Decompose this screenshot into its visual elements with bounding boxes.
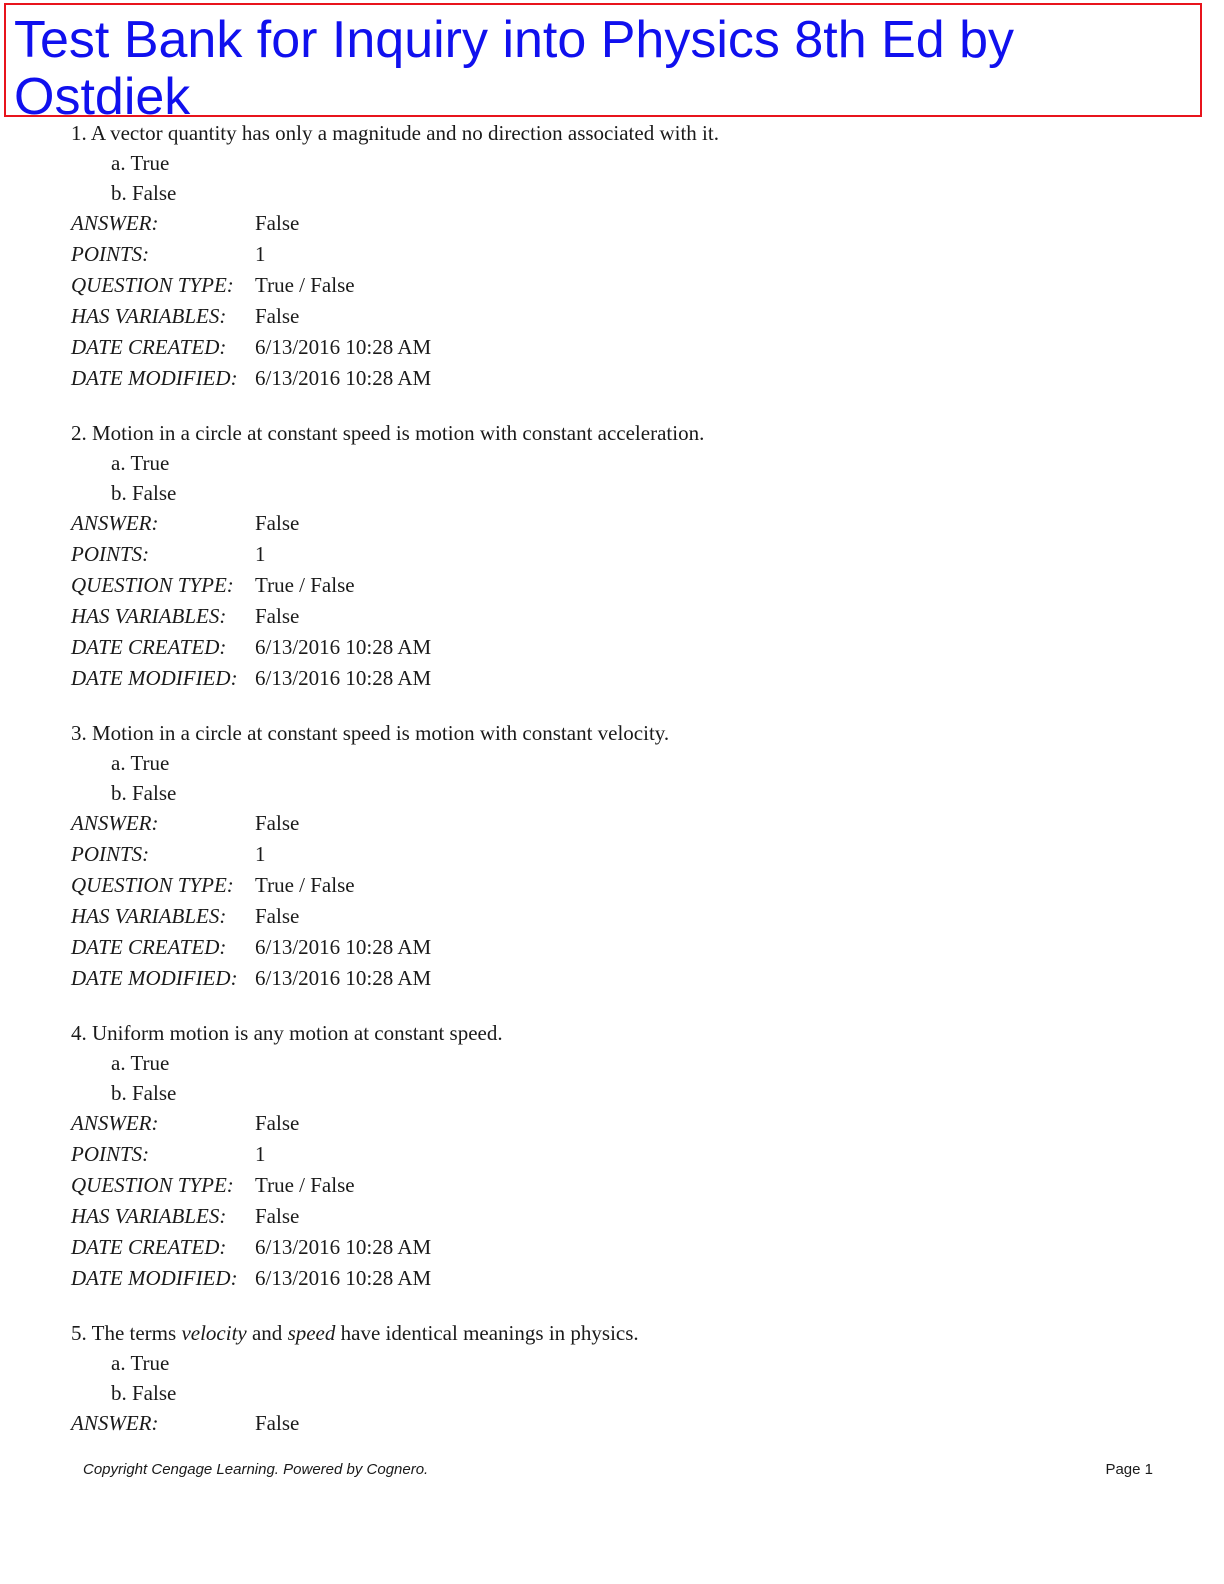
meta-value: 1	[255, 1142, 266, 1166]
option-a: a. True	[111, 451, 170, 475]
question-stem: Motion in a circle at constant speed is motion with constant acceleration.	[92, 421, 705, 445]
meta-value: False	[255, 211, 300, 235]
meta-value: 6/13/2016 10:28 AM	[255, 366, 432, 390]
question-2	[71, 418, 1171, 694]
meta-value: 6/13/2016 10:28 AM	[255, 666, 432, 690]
option-b: b. False	[111, 781, 177, 805]
option-b: b. False	[111, 481, 177, 505]
meta-value: 6/13/2016 10:28 AM	[255, 335, 432, 359]
meta-question-type	[71, 1170, 1171, 1201]
meta-date-created	[71, 332, 1171, 363]
meta-value: False	[255, 1204, 300, 1228]
meta-points	[71, 239, 1171, 270]
meta-label: ANSWER:	[71, 811, 159, 835]
banner-title: Test Bank for Inquiry into Physics 8th Ed by Ostdiek	[14, 11, 1015, 126]
meta-date-modified	[71, 363, 1171, 394]
question-number: 5.	[71, 1321, 87, 1345]
meta-points	[71, 1139, 1171, 1170]
meta-value: 1	[255, 542, 266, 566]
question-stem-start: The terms	[91, 1321, 177, 1345]
meta-question-type	[71, 570, 1171, 601]
question-3	[71, 718, 1171, 994]
meta-value: 6/13/2016 10:28 AM	[255, 635, 432, 659]
meta-points	[71, 839, 1171, 870]
question-text	[71, 718, 1171, 748]
meta-has-variables	[71, 601, 1171, 632]
question-5	[71, 1318, 1171, 1439]
meta-value: True / False	[255, 273, 355, 297]
meta-value: 1	[255, 242, 266, 266]
meta-answer	[71, 208, 1171, 239]
meta-has-variables	[71, 901, 1171, 932]
meta-label: DATE MODIFIED:	[71, 1266, 238, 1290]
question-number: 1.	[71, 121, 87, 145]
meta-label: DATE CREATED:	[71, 1235, 227, 1259]
meta-label: QUESTION TYPE:	[71, 1173, 234, 1197]
question-stem: Uniform motion is any motion at constant speed.	[92, 1021, 503, 1045]
meta-label: POINTS:	[71, 842, 150, 866]
meta-value: 6/13/2016 10:28 AM	[255, 1266, 432, 1290]
meta-label: HAS VARIABLES:	[71, 304, 227, 328]
question-stem-end: have identical meanings in physics.	[340, 1321, 639, 1345]
meta-label: QUESTION TYPE:	[71, 273, 234, 297]
meta-label: DATE MODIFIED:	[71, 666, 238, 690]
meta-value: False	[255, 904, 300, 928]
meta-question-type	[71, 870, 1171, 901]
meta-value: False	[255, 604, 300, 628]
meta-date-modified	[71, 963, 1171, 994]
meta-value: False	[255, 811, 300, 835]
meta-value: 6/13/2016 10:28 AM	[255, 935, 432, 959]
option-a: a. True	[111, 151, 170, 175]
meta-label: HAS VARIABLES:	[71, 604, 227, 628]
copyright-text: Copyright Cengage Learning. Powered by Cognero.	[83, 1461, 429, 1478]
meta-value: False	[255, 511, 300, 535]
meta-label: POINTS:	[71, 542, 150, 566]
meta-answer	[71, 508, 1171, 539]
question-number: 2.	[71, 421, 87, 445]
meta-date-created	[71, 932, 1171, 963]
meta-label: ANSWER:	[71, 1111, 159, 1135]
meta-label: DATE MODIFIED:	[71, 366, 238, 390]
meta-value: False	[255, 1411, 300, 1435]
question-4	[71, 1018, 1171, 1294]
meta-has-variables	[71, 1201, 1171, 1232]
question-list	[71, 118, 1171, 1463]
question-stem: Motion in a circle at constant speed is motion with constant velocity.	[92, 721, 670, 745]
meta-points	[71, 539, 1171, 570]
question-stem-middle: and	[251, 1321, 283, 1345]
question-number: 4.	[71, 1021, 87, 1045]
meta-value: False	[255, 1111, 300, 1135]
meta-date-created	[71, 1232, 1171, 1263]
meta-date-created	[71, 632, 1171, 663]
meta-label: QUESTION TYPE:	[71, 873, 234, 897]
term-speed: speed	[287, 1321, 336, 1345]
meta-value: True / False	[255, 573, 355, 597]
meta-label: POINTS:	[71, 1142, 150, 1166]
meta-value: 6/13/2016 10:28 AM	[255, 966, 432, 990]
page-number: Page 1	[1105, 1461, 1153, 1478]
question-text	[71, 118, 1171, 148]
meta-label: POINTS:	[71, 242, 150, 266]
meta-value: True / False	[255, 1173, 355, 1197]
meta-answer	[71, 1108, 1171, 1139]
option-b: b. False	[111, 1081, 177, 1105]
meta-date-modified	[71, 1263, 1171, 1294]
option-a: a. True	[111, 1351, 170, 1375]
meta-label: ANSWER:	[71, 211, 159, 235]
meta-label: ANSWER:	[71, 511, 159, 535]
meta-value: 6/13/2016 10:28 AM	[255, 1235, 432, 1259]
meta-date-modified	[71, 663, 1171, 694]
option-a: a. True	[111, 751, 170, 775]
meta-label: HAS VARIABLES:	[71, 1204, 227, 1228]
meta-label: DATE CREATED:	[71, 935, 227, 959]
meta-label: HAS VARIABLES:	[71, 904, 227, 928]
meta-has-variables	[71, 301, 1171, 332]
question-1	[71, 118, 1171, 394]
question-text	[71, 1318, 1171, 1348]
meta-value: 1	[255, 842, 266, 866]
meta-value: True / False	[255, 873, 355, 897]
meta-label: DATE MODIFIED:	[71, 966, 238, 990]
option-b: b. False	[111, 1381, 177, 1405]
question-text	[71, 1018, 1171, 1048]
meta-label: ANSWER:	[71, 1411, 159, 1435]
meta-answer	[71, 1408, 1171, 1439]
meta-answer	[71, 808, 1171, 839]
meta-value: False	[255, 304, 300, 328]
question-stem: A vector quantity has only a magnitude and no direction associated with it.	[90, 121, 719, 145]
meta-label: DATE CREATED:	[71, 335, 227, 359]
term-velocity: velocity	[181, 1321, 247, 1345]
meta-label: QUESTION TYPE:	[71, 573, 234, 597]
question-text	[71, 418, 1171, 448]
question-number: 3.	[71, 721, 87, 745]
meta-label: DATE CREATED:	[71, 635, 227, 659]
option-b: b. False	[111, 181, 177, 205]
watermark-banner	[4, 3, 1202, 126]
meta-question-type	[71, 270, 1171, 301]
option-a: a. True	[111, 1051, 170, 1075]
